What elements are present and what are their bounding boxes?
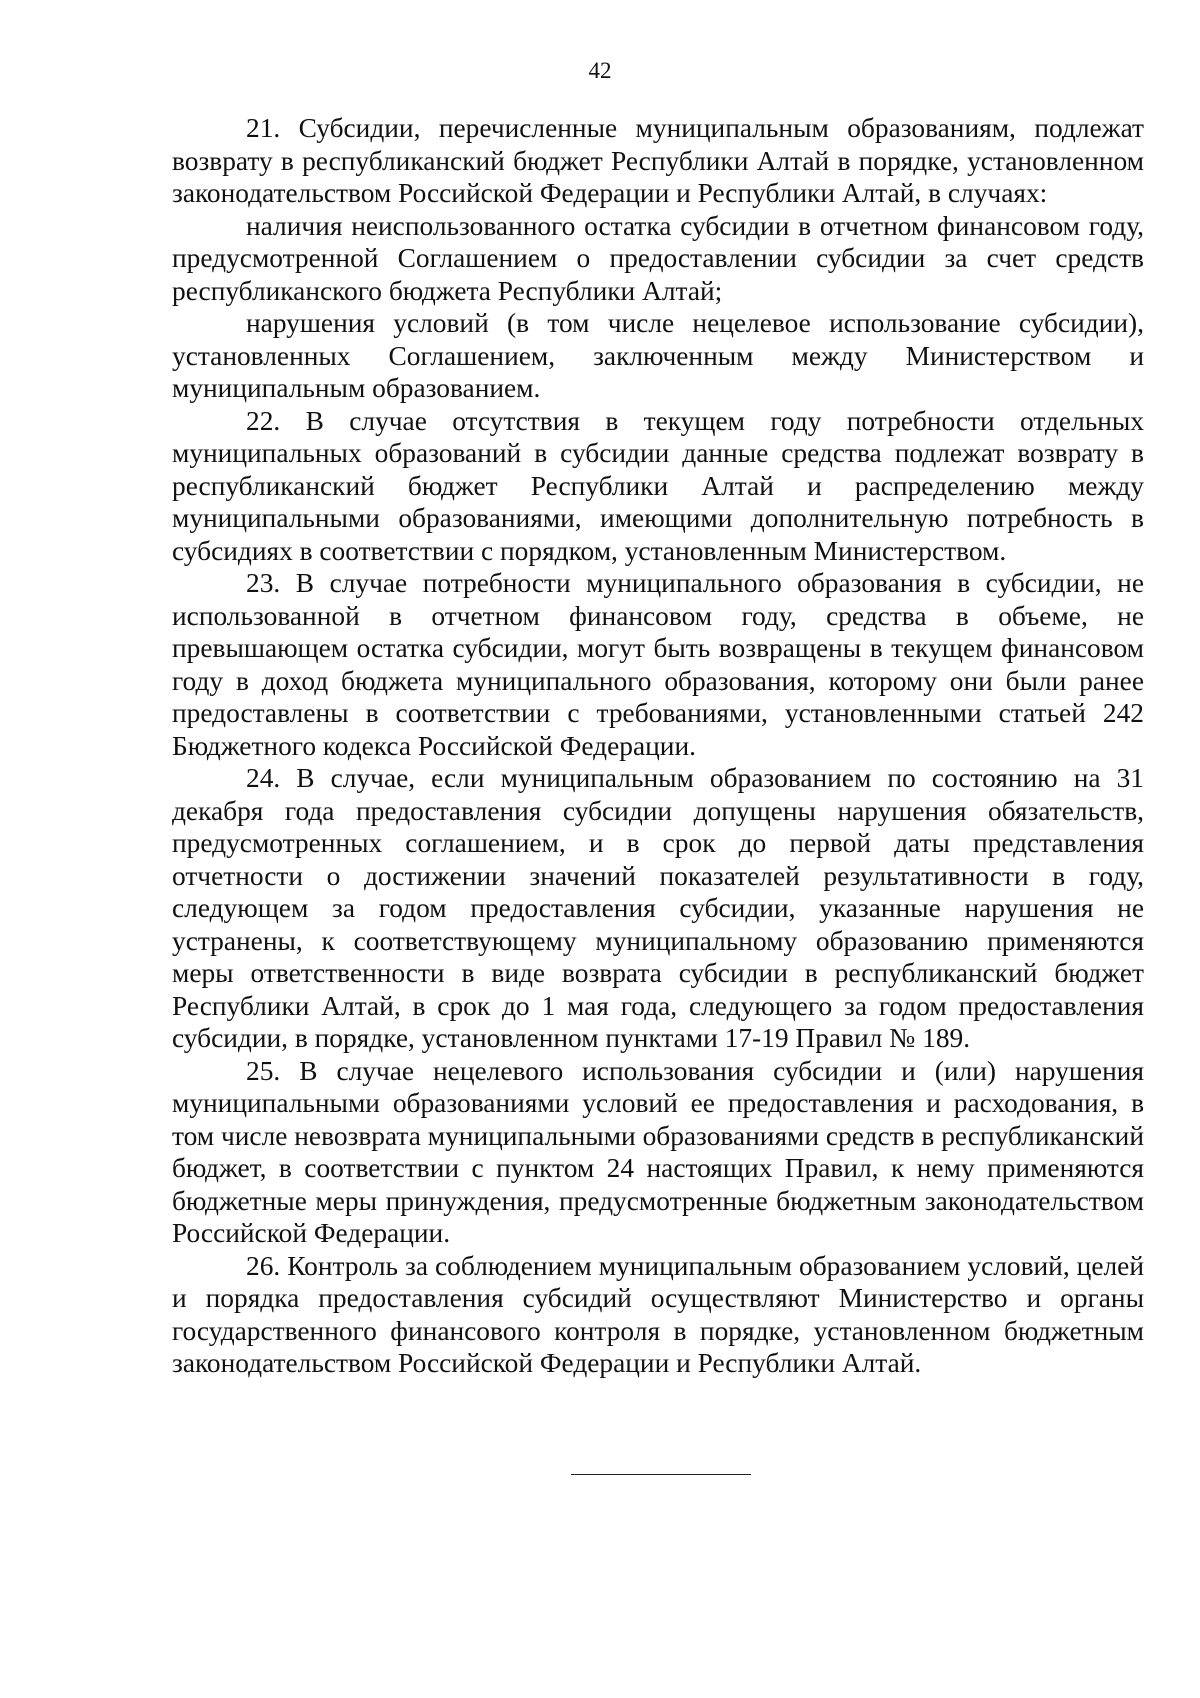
document-body [172, 112, 1144, 1380]
paragraph-26: 26. Контроль за соблюдением муниципальным образованием условий, целей и порядка предоставления субсидий осуществляют Министерство и органы государственного финансового контроля в порядке, установленном бюджетным законодательством Российской Федерации и Республики Алтай. [172, 1250, 1144, 1378]
paragraph-23: 23. В случае потребности муниципального образования в субсидии, не использованной в отчетном финансовом году, средства в объеме, не превышающем остатка субсидии, могут быть возвращены в текущем финансовом году в доход бюджета муниципального образования, которому они были ранее предоставлены в соответствии с требованиями, установленными статьей 242 Бюджетного кодекса Российской Федерации. [172, 568, 1144, 761]
page-number: 42 [588, 58, 612, 83]
paragraph-25: 25. В случае нецелевого использования субсидии и (или) нарушения муниципальными образованиями условий ее предоставления и расходования, в том числе невозврата муниципальными образованиями средств в республиканский бюджет, в соответствии с пунктом 24 настоящих Правил, к нему применяются бюджетные меры принуждения, предусмотренные бюджетным законодательством Российской Федерации. [172, 1055, 1144, 1248]
paragraph-24: 24. В случае, если муниципальным образованием по состоянию на 31 декабря года предоставления субсидии допущены нарушения обязательств, предусмотренных соглашением, и в срок до первой даты представления отчетности о достижении значений показателей результативности в году, следующем за годом предоставления субсидии, указанные нарушения не устранены, к соответствующему муниципальному образованию применяются меры ответственности в виде возврата субсидии в республиканский бюджет Республики Алтай, в срок до 1 мая года, следующего за годом предоставления субсидии, в порядке, установленном пунктами 17-19 Правил № 189. [172, 763, 1144, 1053]
paragraph-21: 21. Субсидии, перечисленные муниципальным образованиям, подлежат возврату в республиканский бюджет Республики Алтай в порядке, установленном законодательством Российской Федерации и Республики Алтай, в случаях: [172, 113, 1144, 208]
paragraph-21-case-violation: нарушения условий (в том числе нецелевое использование субсидии), установленных Соглашением, заключенным между Министерством и муниципальным образованием. [172, 308, 1144, 403]
closing-divider [571, 1474, 751, 1475]
paragraph-22: 22. В случае отсутствия в текущем году потребности отдельных муниципальных образований в субсидии данные средства подлежат возврату в республиканский бюджет Республики Алтай и распределению между муниципальными образованиями, имеющими дополнительную потребность в субсидиях в соответствии с порядком, установленным Министерством. [172, 405, 1144, 566]
paragraph-21-case-unused-balance: наличия неиспользованного остатка субсидии в отчетном финансовом году, предусмотренной Соглашением о предоставлении субсидии за счет средств республиканского бюджета Республики Алтай; [172, 210, 1144, 306]
